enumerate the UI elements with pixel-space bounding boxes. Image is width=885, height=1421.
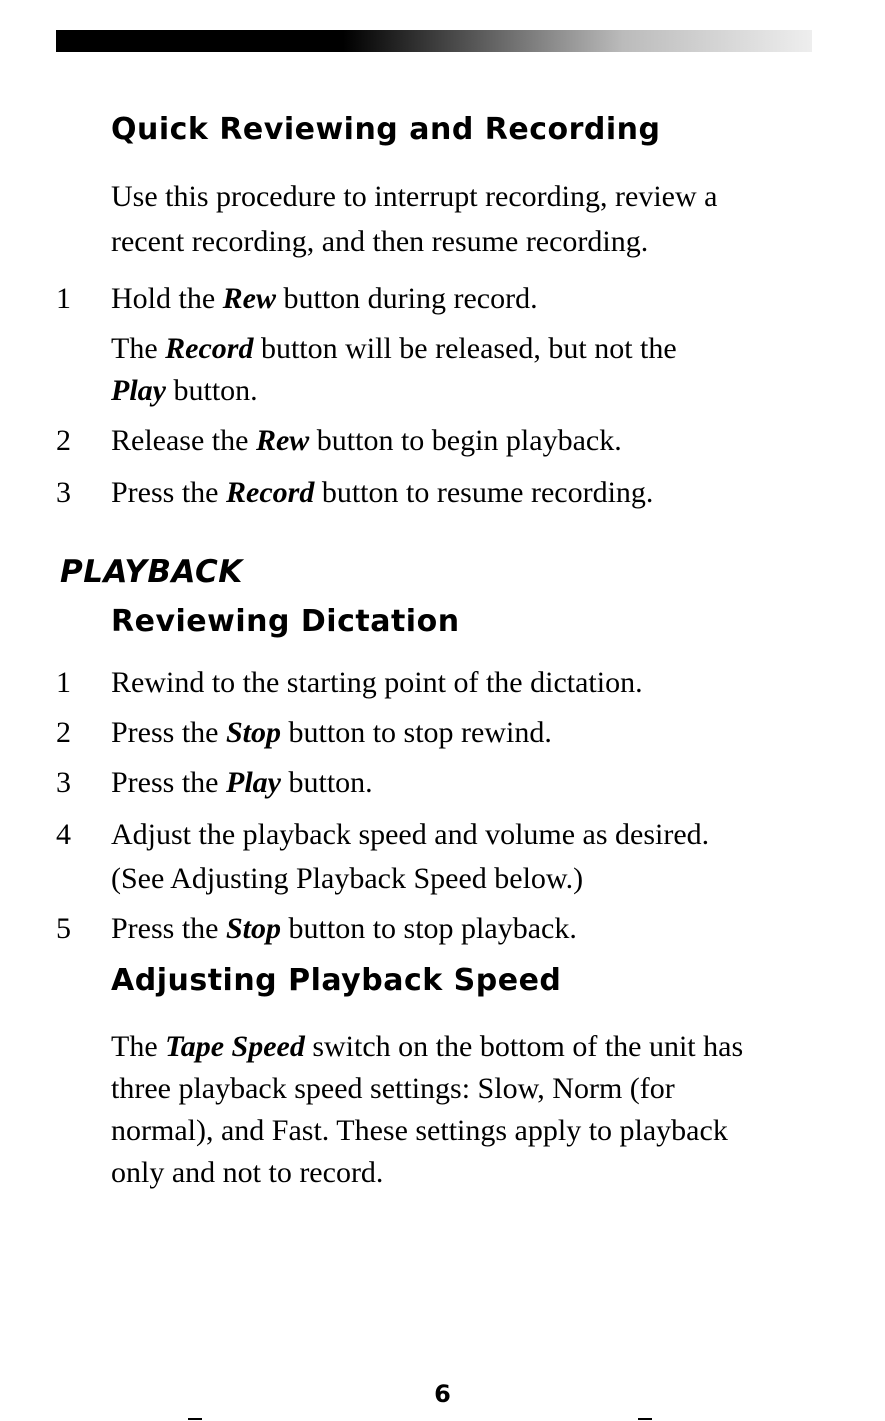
text-run: Press the: [111, 476, 226, 509]
review-step-5-text: [111, 906, 577, 952]
text-run: normal), and Fast. These settings apply to playback: [111, 1114, 728, 1147]
review-step-1-text: [111, 710, 552, 756]
text-run: button to resume recording.: [314, 476, 654, 509]
section-heading-adjusting-speed: Adjusting Playback Speed: [111, 963, 562, 998]
text-run: Press the: [111, 912, 226, 945]
text-run: Press the: [111, 766, 226, 799]
text-run: button to stop rewind.: [281, 716, 552, 749]
review-step-2-number: 3: [56, 766, 71, 799]
text-run: button during record.: [276, 282, 538, 315]
text-run: Adjust the playback speed and volume as desired.: [111, 818, 710, 851]
button-name-emphasis: Play: [226, 766, 281, 799]
review-step-1-number: 2: [56, 716, 71, 749]
text-run: button.: [165, 374, 258, 407]
text-run: The: [111, 1030, 166, 1063]
text-run: three playback speed settings: Slow, Norm (for: [111, 1072, 675, 1105]
speed-line-0-text: [111, 1024, 743, 1070]
text-run: button will be released, but not the: [253, 332, 677, 365]
section-heading-reviewing-dictation: Reviewing Dictation: [111, 604, 460, 639]
quick-step-2-text: [111, 368, 258, 414]
text-run: Rewind to the starting point of the dictation.: [111, 666, 643, 699]
button-name-emphasis: Play: [111, 374, 166, 407]
page-number: 6: [434, 1380, 451, 1408]
button-name-emphasis: Tape Speed: [165, 1030, 305, 1063]
quick-step-4-text: [111, 470, 653, 516]
button-name-emphasis: Rew: [222, 282, 276, 315]
quick-step-3-text: [111, 418, 622, 464]
speed-line-2-text: [111, 1108, 728, 1154]
review-step-0-number: 1: [56, 666, 71, 699]
section-title-playback: PLAYBACK: [60, 554, 243, 590]
text-run: Release the: [111, 424, 256, 457]
button-name-emphasis: Record: [226, 476, 315, 509]
quick-step-1-text: [111, 326, 677, 372]
review-step-3-text: [111, 812, 709, 858]
review-step-2-text: [111, 760, 373, 806]
button-name-emphasis: Record: [165, 332, 254, 365]
text-run: Hold the: [111, 282, 223, 315]
section-heading-quick-review: Quick Reviewing and Recording: [111, 112, 661, 147]
quick-step-0-number: 1: [56, 282, 71, 315]
intro-line-2: recent recording, and then resume recording.: [111, 225, 649, 258]
text-run: switch on the bottom of the unit has: [304, 1030, 744, 1063]
text-run: button.: [280, 766, 373, 799]
review-step-0-text: [111, 660, 643, 706]
review-step-4-text: [111, 856, 583, 902]
review-step-3-number: 4: [56, 818, 71, 851]
review-step-5-number: 5: [56, 912, 71, 945]
button-name-emphasis: Stop: [226, 912, 282, 945]
text-run: Press the: [111, 716, 226, 749]
button-name-emphasis: Stop: [226, 716, 282, 749]
text-run: The: [111, 332, 166, 365]
speed-line-1-text: [111, 1066, 675, 1112]
quick-step-0-text: [111, 276, 538, 322]
text-run: only and not to record.: [111, 1156, 384, 1189]
intro-line-1: Use this procedure to interrupt recording, review a: [111, 180, 718, 213]
crop-mark-right: [638, 1418, 652, 1420]
speed-line-3-text: [111, 1150, 383, 1196]
quick-step-3-number: 2: [56, 424, 71, 457]
header-rule: [56, 30, 812, 52]
button-name-emphasis: Rew: [255, 424, 310, 457]
text-run: button to stop playback.: [281, 912, 577, 945]
text-run: button to begin playback.: [309, 424, 622, 457]
text-run: (See Adjusting Playback Speed below.): [111, 862, 584, 895]
quick-step-4-number: 3: [56, 476, 71, 509]
crop-mark-left: [188, 1418, 202, 1420]
